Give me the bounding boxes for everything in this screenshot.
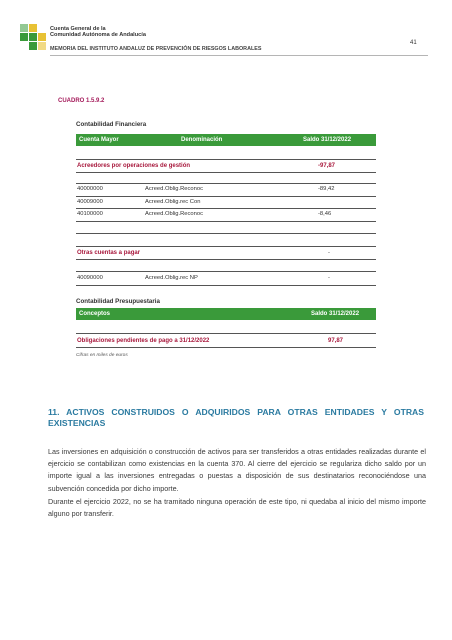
document-title: MEMORIA DEL INSTITUTO ANDALUZ DE PREVENCIÓN DE RIESGOS LABORALES bbox=[50, 46, 262, 52]
table-rule bbox=[76, 172, 376, 173]
table-rule bbox=[76, 271, 376, 272]
org-name-line2: Comunidad Autónoma de Andalucía bbox=[50, 32, 146, 38]
row-denominacion: Acreed.Oblig.Reconoc bbox=[145, 186, 203, 192]
table-rule bbox=[76, 208, 376, 209]
column-header-conceptos: Conceptos bbox=[79, 311, 111, 317]
group-value-acreedores: -97,87 bbox=[318, 163, 336, 169]
table-rule bbox=[76, 196, 376, 197]
row-saldo: -8,46 bbox=[318, 211, 332, 217]
row-saldo: - bbox=[328, 275, 330, 281]
table-rule bbox=[76, 159, 376, 160]
table-rule bbox=[76, 333, 376, 334]
table-rule bbox=[76, 259, 376, 260]
column-header-denominacion: Denominación bbox=[181, 137, 223, 143]
row-cuenta: 40000000 bbox=[77, 186, 103, 192]
table-rule bbox=[76, 246, 376, 247]
group-label-obligaciones: Obligaciones pendientes de pago a 31/12/2022 bbox=[77, 338, 210, 344]
government-logo-icon bbox=[20, 24, 46, 52]
group-value-obligaciones: 97,87 bbox=[328, 338, 344, 344]
section-heading-continued: EXISTENCIAS bbox=[48, 418, 106, 428]
table-caption: CUADRO 1.5.9.2 bbox=[58, 98, 105, 104]
table-rule bbox=[76, 285, 376, 286]
column-header-cuenta: Cuenta Mayor bbox=[79, 137, 119, 143]
table-footnote: Cifras en miles de euros bbox=[76, 353, 128, 358]
financial-section-title: Contabilidad Financiera bbox=[76, 121, 147, 128]
group-label-otras-cuentas: Otras cuentas a pagar bbox=[77, 250, 141, 256]
header-divider bbox=[50, 55, 428, 56]
financial-table-header bbox=[76, 134, 376, 146]
row-denominacion: Acreed.Oblig.Reconoc bbox=[145, 211, 203, 217]
org-name-line1: Cuenta General de la bbox=[50, 26, 106, 32]
row-cuenta: 40100000 bbox=[77, 211, 103, 217]
page-number: 41 bbox=[410, 40, 417, 46]
column-header-saldo: Saldo 31/12/2022 bbox=[311, 311, 360, 317]
body-paragraph-2: Durante el ejercicio 2022, no se ha tramitado ninguna operación de este tipo, ni quedaba al inicio del mismo importe alguno por transferir. bbox=[48, 497, 426, 519]
table-rule bbox=[76, 221, 376, 222]
table-rule bbox=[76, 183, 376, 184]
column-header-saldo: Saldo 31/12/2022 bbox=[303, 137, 352, 143]
body-paragraph-1: Las inversiones en adquisición o construcción de activos para ser transferidos a otras entidades realizadas durante el ejercicio se contabilizan como existencias en la cuenta 370. Al cierre del ejercicio se regulariza dicho saldo por un importe igual a las inversiones entregadas o puestas a disposición de sus destinatarios reconociéndose una subvención concedida por dicho importe. bbox=[48, 447, 426, 493]
group-value-otras-cuentas: - bbox=[328, 250, 330, 256]
table-rule bbox=[76, 347, 376, 348]
budget-section-title: Contabilidad Presupuestaria bbox=[76, 298, 160, 305]
row-cuenta: 40009000 bbox=[77, 199, 103, 205]
row-denominacion: Acreed.Oblig.rec Con bbox=[145, 199, 201, 205]
row-cuenta: 40090000 bbox=[77, 275, 103, 281]
section-heading: 11. ACTIVOS CONSTRUIDOS O ADQUIRIDOS PARA OTRAS ENTIDADES Y OTRAS bbox=[48, 407, 424, 417]
group-label-acreedores: Acreedores por operaciones de gestión bbox=[77, 163, 191, 169]
budget-table-header bbox=[76, 308, 376, 320]
table-rule bbox=[76, 233, 376, 234]
row-denominacion: Acreed.Oblig.rec NP bbox=[145, 275, 198, 281]
row-saldo: -89,42 bbox=[318, 186, 335, 192]
